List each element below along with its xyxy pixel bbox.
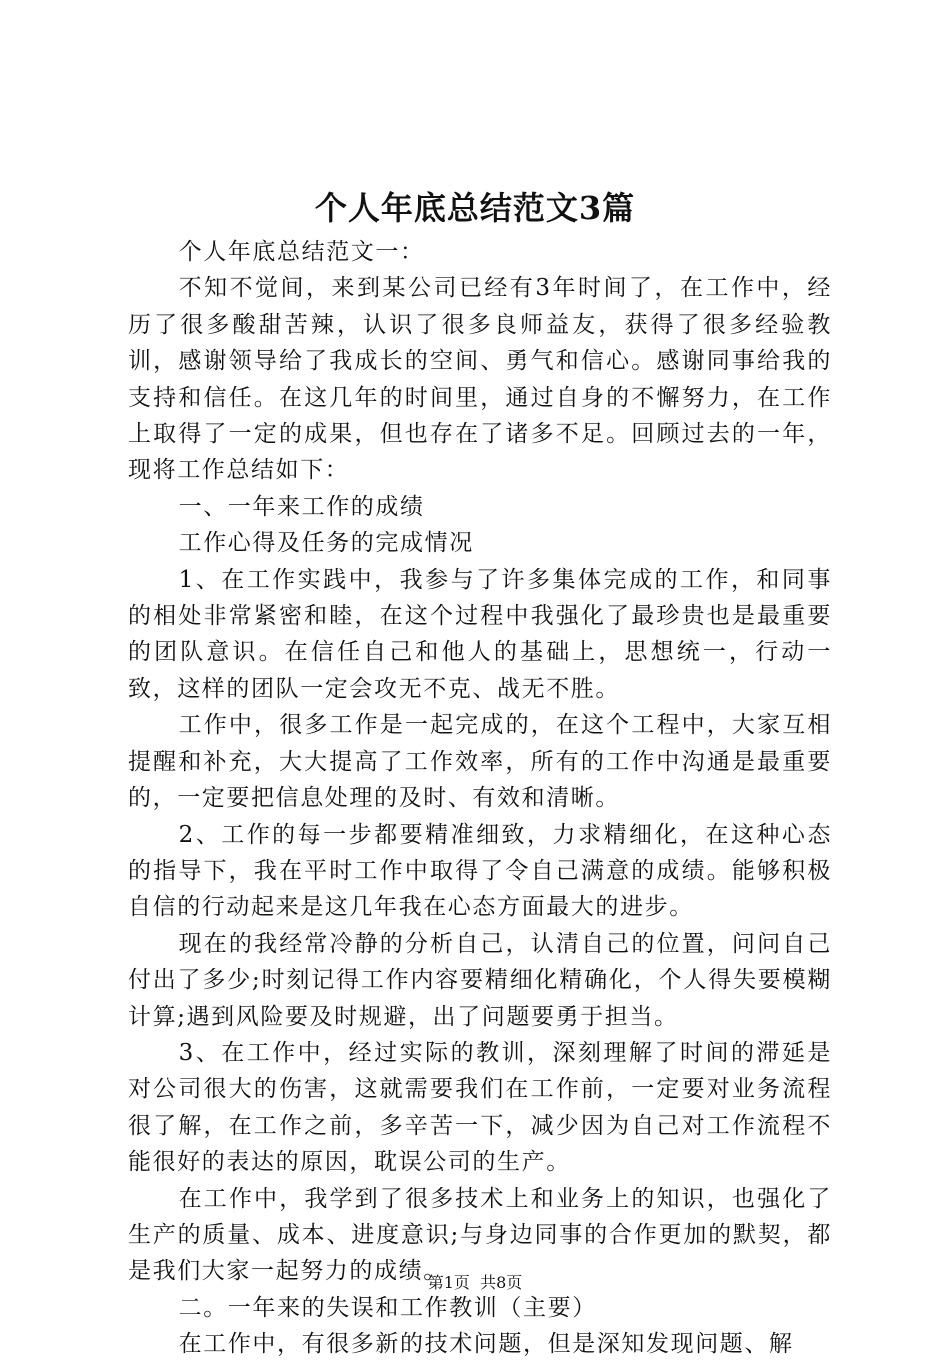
- paragraph-subheading: 工作心得及任务的完成情况: [178, 530, 474, 557]
- paragraph-item-1: 1、在工作实践中，我参与了许多集体完成的工作，和同事的相处非常紧密和睦，在这个过程中我强化了最珍贵也是最重要的团队意识。在信任自己和他人的基础上，思想统一，行动一致，这样的团队一定会攻无不克、战无不胜。: [128, 566, 832, 702]
- page-footer: [0, 1272, 950, 1294]
- document-body: [128, 234, 832, 1363]
- document-title: 个人年底总结范文3篇: [314, 189, 636, 227]
- paragraph-section-heading: 个人年底总结范文一：: [178, 239, 425, 265]
- paragraph-knowledge: 在工作中，我学到了很多技术上和业务上的知识，也强化了生产的质量、成本、进度意识;与身边同事的合作更加的默契，都是我们大家一起努力的成绩。: [128, 1185, 832, 1285]
- paragraph-heading-achievements: 一、一年来工作的成绩: [178, 493, 425, 520]
- page-total: 共8页: [480, 1273, 523, 1292]
- paragraph-self-analysis: 现在的我经常冷静的分析自己，认清自己的位置，问问自己付出了多少;时刻记得工作内容要精细化精确化，个人得失要模糊计算;遇到风险要及时规避，出了问题要勇于担当。: [128, 930, 832, 1030]
- page-number: 第1页: [427, 1273, 470, 1292]
- paragraph-teamwork: 工作中，很多工作是一起完成的，在这个工程中，大家互相提醒和补充，大大提高了工作效率，所有的工作中沟通是最重要的，一定要把信息处理的及时、有效和清晰。: [128, 712, 832, 812]
- paragraph-heading-lessons: 二。一年来的失误和工作教训（主要）: [178, 1294, 597, 1321]
- paragraph-intro: 不知不觉间，来到某公司已经有3年时间了，在工作中，经历了很多酸甜苦辣，认识了很多良师益友，获得了很多经验教训，感谢领导给了我成长的空间、勇气和信心。感谢同事给我的支持和信任。在这几年的时间里，通过自身的不懈努力，在工作上取得了一定的成果，但也存在了诸多不足。回顾过去的一年，现将工作总结如下：: [128, 275, 832, 484]
- paragraph-item-2: 2、工作的每一步都要精准细致，力求精细化，在这种心态的指导下，我在平时工作中取得了令自己满意的成绩。能够积极自信的行动起来是这几年我在心态方面最大的进步。: [128, 821, 832, 921]
- paragraph-lessons-start: 在工作中，有很多新的技术问题，但是深知发现问题、解: [178, 1331, 794, 1358]
- paragraph-item-3: 3、在工作中，经过实际的教训，深刻理解了时间的滞延是对公司很大的伤害，这就需要我们在工作前，一定要对业务流程很了解，在工作之前，多辛苦一下，减少因为自己对工作流程不能很好的表达的原因，耽误公司的生产。: [128, 1039, 832, 1176]
